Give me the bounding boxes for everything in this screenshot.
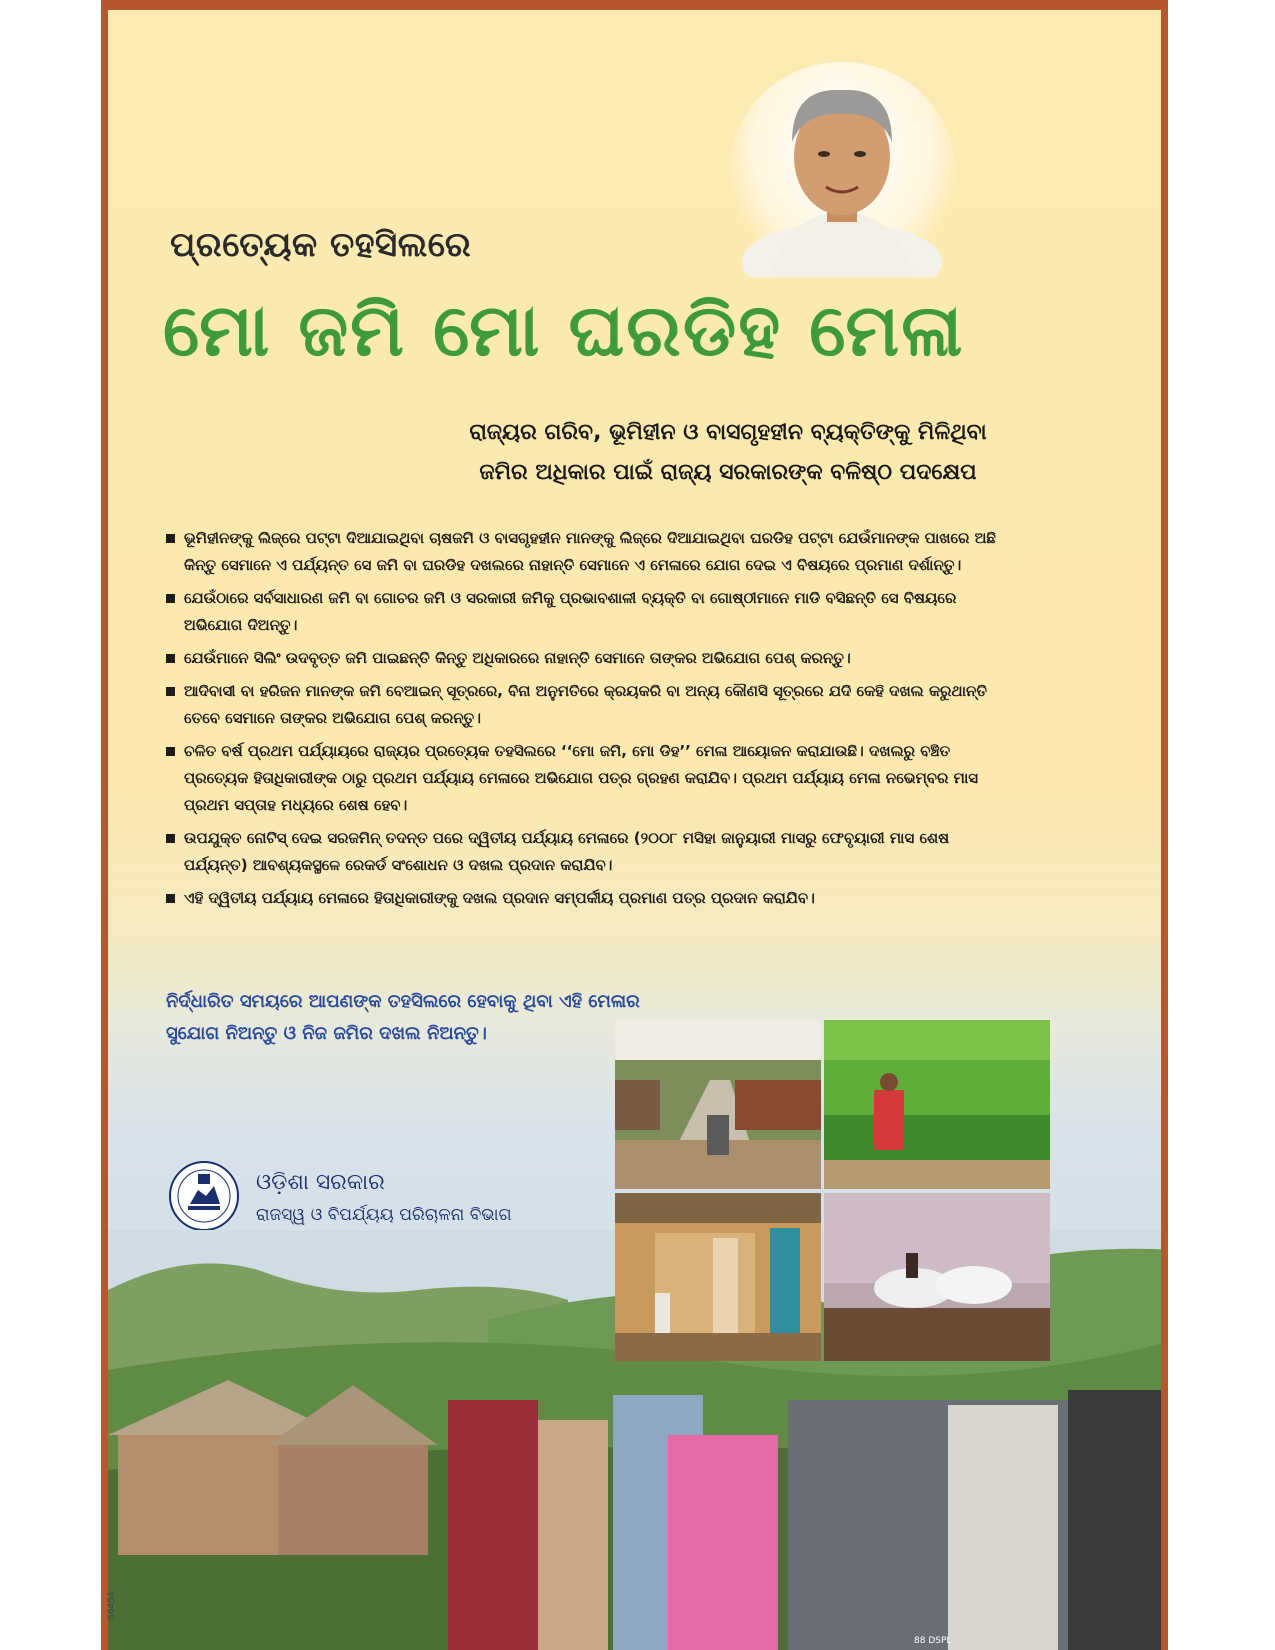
bullet-item: ଭୂମିହୀନଙ୍କୁ ଲିଜ୍‌ରେ ପଟ୍ଟା ଦିଆଯାଇଥିବା ଚାଷଜମି ଓ ବାସଗୃହହୀନ ମାନଙ୍କୁ ଲିଜ୍‌ରେ ଦିଆଯାଇଥିବା ଘରଡିହ ପଟ୍ଟା ଯେଉଁମାନଙ୍କ ପାଖରେ ଅଛି କିନ୍ତୁ ସେମାନେ ଏ ପର୍ଯ୍ୟନ୍ତ ସେ ଜମି ବା ଘରଡିହ ଦଖଲରେ ନାହାନ୍ତି ସେମାନେ ଏ ମେଳାରେ ଯୋଗ ଦେଇ ଏ ବିଷୟରେ ପ୍ରମାଣ ଦର୍ଶାନ୍ତୁ। [166,525,1006,579]
bullet-item: ଏହି ଦ୍ୱିତୀୟ ପର୍ଯ୍ୟାୟ ମେଳାରେ ହିତାଧିକାରୀଙ୍କୁ ଦଖଲ ପ୍ରଦାନ ସମ୍ପର୍କୀୟ ପ୍ରମାଣ ପତ୍ର ପ୍ରଦାନ କରାଯିବ। [166,885,1006,912]
cta-line-1: ନିର୍ଦ୍ଧାରିତ ସମୟରେ ଆପଣଙ୍କ ତହସିଲରେ ହେବାକୁ ଥିବା ଏହି ମେଳାର [166,991,640,1012]
government-name: ଓଡ଼ିଶା ସରକାର [256,1170,385,1195]
photo-ploughing-bullocks [824,1193,1050,1361]
subheading-line-1: ରାଜ୍ୟର ଗରିବ, ଭୂମିହୀନ ଓ ବାସଗୃହହୀନ ବ୍ୟକ୍ତିଙ୍କୁ ମିଳିଥିବା [469,420,987,445]
photo-village-road [615,1020,821,1189]
bullet-item: ଯେଉଁଠାରେ ସର୍ବସାଧାରଣ ଜମି ବା ଗୋଚର ଜମି ଓ ସରକାରୀ ଜମିକୁ ପ୍ରଭାବଶାଳୀ ବ୍ୟକ୍ତି ବା ଗୋଷ୍ଠୀମାନେ ମାଡି ବସିଛନ୍ତି ସେ ବିଷୟରେ ଅଭିଯୋଗ ଦିଅନ୍ତୁ। [166,585,1006,639]
poster [101,0,1168,1650]
subheading-line-2: ଜମିର ଅଧିକାର ପାଇଁ ରାଜ୍ୟ ସରକାରଙ୍କ ବଳିଷ୍ଠ ପଦକ୍ଷେପ [479,460,977,485]
department-name: ରାଜସ୍ୱ ଓ ବିପର୍ଯ୍ୟୟ ପରିଚାଳନା ବିଭାଗ [256,1205,512,1225]
bullet-item: ଆଦିବାସୀ ବା ହରିଜନ ମାନଙ୍କ ଜମି ବେଆଇନ୍ ସୂତ୍ରରେ, ବିନା ଅନୁମତିରେ କ୍ରୟକରି ବା ଅନ୍ୟ କୌଣସି ସୂତ୍ରରେ ଯଦି କେହି ଦଖଲ କରୁଥାନ୍ତି ତେବେ ସେମାନେ ତାଙ୍କର ଅଭିଯୋଗ ପେଶ୍ କରନ୍ତୁ। [166,678,1006,732]
side-code: S6454 [107,1591,117,1620]
print-code: 88 DSPL [914,1636,952,1646]
photo-family-at-home [615,1193,821,1361]
bullet-item: ଚଳିତ ବର୍ଷ ପ୍ରଥମ ପର୍ଯ୍ୟାୟରେ ରାଜ୍ୟର ପ୍ରତ୍ୟେକ ତହସିଲରେ ‘‘ମୋ ଜମି, ମୋ ଡିହ’’ ମେଳା ଆୟୋଜନ କରାଯାଉଛି। ଦଖଲରୁ ବଞ୍ଚିତ ପ୍ରତ୍ୟେକ ହିତାଧିକାରୀଙ୍କ ଠାରୁ ପ୍ରଥମ ପର୍ଯ୍ୟାୟ ମେଳାରେ ଅଭିଯୋଗ ପତ୍ର ଗ୍ରହଣ କରାଯିବ। ପ୍ରଥମ ପର୍ଯ୍ୟାୟ ମେଳା ନଭେମ୍ବର ମାସ ପ୍ରଥମ ସପ୍ତାହ ମଧ୍ୟରେ ଶେଷ ହେବ। [166,738,1006,819]
bullet-item: ଉପଯୁକ୍ତ ନୋଟିସ୍ ଦେଇ ସରଜମିନ୍ ତଦନ୍ତ ପରେ ଦ୍ୱିତୀୟ ପର୍ଯ୍ୟାୟ ମେଳାରେ (୨୦୦୮ ମସିହା ଜାନୁୟାରୀ ମାସରୁ ଫେବୃୟାରୀ ମାସ ଶେଷ ପର୍ଯ୍ୟନ୍ତ) ଆବଶ୍ୟକସ୍ଥଳେ ରେକର୍ଡ ସଂଶୋଧନ ଓ ଦଖଲ ପ୍ରଦାନ କରାଯିବ। [166,825,1006,879]
cta-line-2: ସୁଯୋଗ ନିଅନ୍ତୁ ଓ ନିଜ ଜମିର ଦଖଲ ନିଅନ୍ତୁ। [166,1023,487,1044]
bullet-item: ଯେଉଁମାନେ ସିଲିଂ ଉଦବୃତ୍ତ ଜମି ପାଇଛନ୍ତି କିନ୍ତୁ ଅଧିକାରରେ ନାହାନ୍ତି ସେମାନେ ତାଙ୍କର ଅଭିଯୋଗ ପେଶ୍ କରନ୍ତୁ। [166,645,1006,672]
kicker-text: ପ୍ରତ୍ୟେକ ତହସିଲରେ [170,225,472,265]
government-seal-icon [168,1160,240,1232]
photo-farmer-in-field [824,1020,1050,1189]
chief-minister-portrait [730,62,955,277]
bullet-list [166,525,1006,918]
subheading [368,413,1088,493]
headline-title: ମୋ ଜମି ମୋ ଘରଡିହ ମେଳା [163,288,965,372]
